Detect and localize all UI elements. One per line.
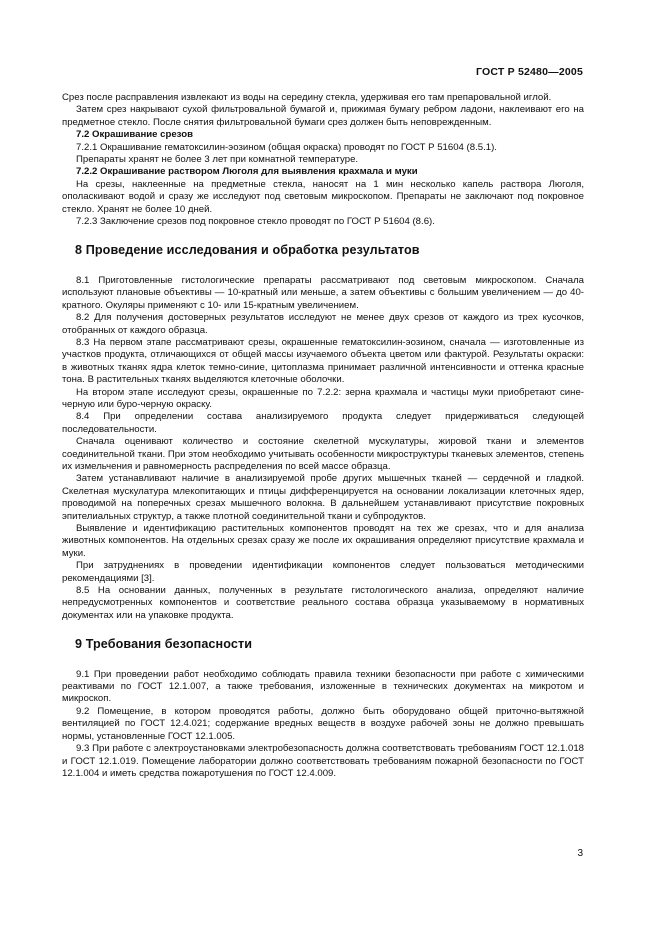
- paragraph: При затруднениях в проведении идентификации компонентов следует пользоваться методическими рекомендациями [3].: [62, 560, 584, 584]
- section-heading: 9 Требования безопасности: [75, 637, 253, 652]
- paragraph: Выявление и идентификацию растительных компонентов проводят на тех же срезах, что и для анализа животных компонентов. На отдельных срезах сразу же после их окрашивания определяют присутствие крахмала и муки.: [62, 523, 584, 559]
- document-header: ГОСТ Р 52480—2005: [475, 66, 583, 78]
- page-number: 3: [577, 848, 583, 859]
- paragraph: На втором этапе исследуют срезы, окрашенные по 7.2.2: зерна крахмала и частицы муки приобретают сине-черную или буро-черную окраску.: [62, 386, 584, 410]
- paragraph: Срез после расправления извлекают из воды на середину стекла, удерживая его там препаровальной иглой.: [62, 92, 552, 103]
- paragraph: 9.3 При работе с электроустановками электробезопасность должна соответствовать требованиям ГОСТ 12.1.018 и ГОСТ 12.1.019. Помещение лаборатории должно соответствовать требованиям пожарной безопасности по ГОСТ 12.1.004 и иметь средства пожаротушения по ГОСТ 12.4.009.: [62, 743, 584, 779]
- section-heading: 8 Проведение исследования и обработка результатов: [75, 243, 420, 258]
- paragraph: 8.5 На основании данных, полученных в результате гистологического анализа, определяют наличие непредусмотренных компонентов и соответствие реального состава образца указываемому в нормативных документах или на упаковке продукта.: [62, 585, 584, 621]
- paragraph: На срезы, наклеенные на предметные стекла, наносят на 1 мин несколько капель раствора Люголя, ополаскивают водой и сразу же исследуют под световым микроскопом. Препараты не заключают под покровное стекло. Хранят не более 10 дней.: [62, 178, 584, 215]
- paragraph: Затем срез накрывают сухой фильтровальной бумагой и, прижимая бумагу ребром ладони, наклеивают его на предметное стекло. После снятия фильтровальной бумаги срез должен быть неповрежденным.: [62, 104, 584, 128]
- paragraph: Препараты хранят не более 3 лет при комнатной температуре.: [76, 154, 359, 166]
- paragraph: Сначала оценивают количество и состояние скелетной мускулатуры, жировой ткани и элементов соединительной ткани. При этом необходимо учитывать особенности микроструктуры тканевых элементов, степень их измельчения и равномерность распределения по всей массе образца.: [62, 436, 584, 472]
- paragraph: 8.1 Приготовленные гистологические препараты рассматривают под световым микроскопом. Сначала используют плановые объективы — 10-кратный или меньше, а затем объективы с большим увеличением — до 40-кратного. Окуляры применяют с 10- или 15-кратным увеличением.: [62, 274, 584, 311]
- document-body: [62, 92, 584, 780]
- subsection-heading: 7.2.2 Окрашивание раствором Люголя для выявления крахмала и муки: [76, 166, 418, 178]
- paragraph: 8.4 При определении состава анализируемого продукта следует придерживаться следующей последовательности.: [62, 411, 584, 435]
- paragraph: 9.2 Помещение, в котором проводятся работы, должно быть оборудовано общей приточно-вытяжной вентиляцией по ГОСТ 12.4.021; содержание вредных веществ в воздухе рабочей зоны не должно превышать нормы, установленные ГОСТ 12.1.005.: [62, 705, 584, 742]
- subsection-heading: 7.2 Окрашивание срезов: [76, 129, 193, 141]
- paragraph: 7.2.1 Окрашивание гематоксилин-эозином (общая окраска) проводят по ГОСТ Р 51604 (8.5.1).: [76, 141, 497, 153]
- paragraph: 8.3 На первом этапе рассматривают срезы, окрашенные гематоксилин-эозином, сначала — изготовленные из участков продукта, отличающихся от общей массы изучаемого объекта цветом или фактурой. Результаты окраски: в животных тканях ядра клеток темно-синие, цитоплазма принимает различной интенсивности и оттенка красные тона. В растительных тканях выделяются клеточные оболочки.: [62, 336, 584, 386]
- paragraph: 9.1 При проведении работ необходимо соблюдать правила техники безопасности при работе с химическими реактивами по ГОСТ 12.1.007, а также требования, изложенные в технических документах на микротом и микроскоп.: [62, 668, 584, 705]
- paragraph: Затем устанавливают наличие в анализируемой пробе других мышечных тканей — сердечной и гладкой. Скелетная мускулатура млекопитающих и птицы дифференцируется на основании локализации клеточных ядер, проводимой на поперечных срезах мышечного волокна. В дальнейшем устанавливают присутствие покровных эпителиальных структур, а также плотной соединительной ткани и субпродуктов.: [62, 473, 584, 522]
- paragraph: 7.2.3 Заключение срезов под покровное стекло проводят по ГОСТ Р 51604 (8.6).: [76, 216, 435, 228]
- paragraph: 8.2 Для получения достоверных результатов исследуют не менее двух срезов от каждого из трех кусочков, отобранных от каждого образца.: [62, 312, 584, 336]
